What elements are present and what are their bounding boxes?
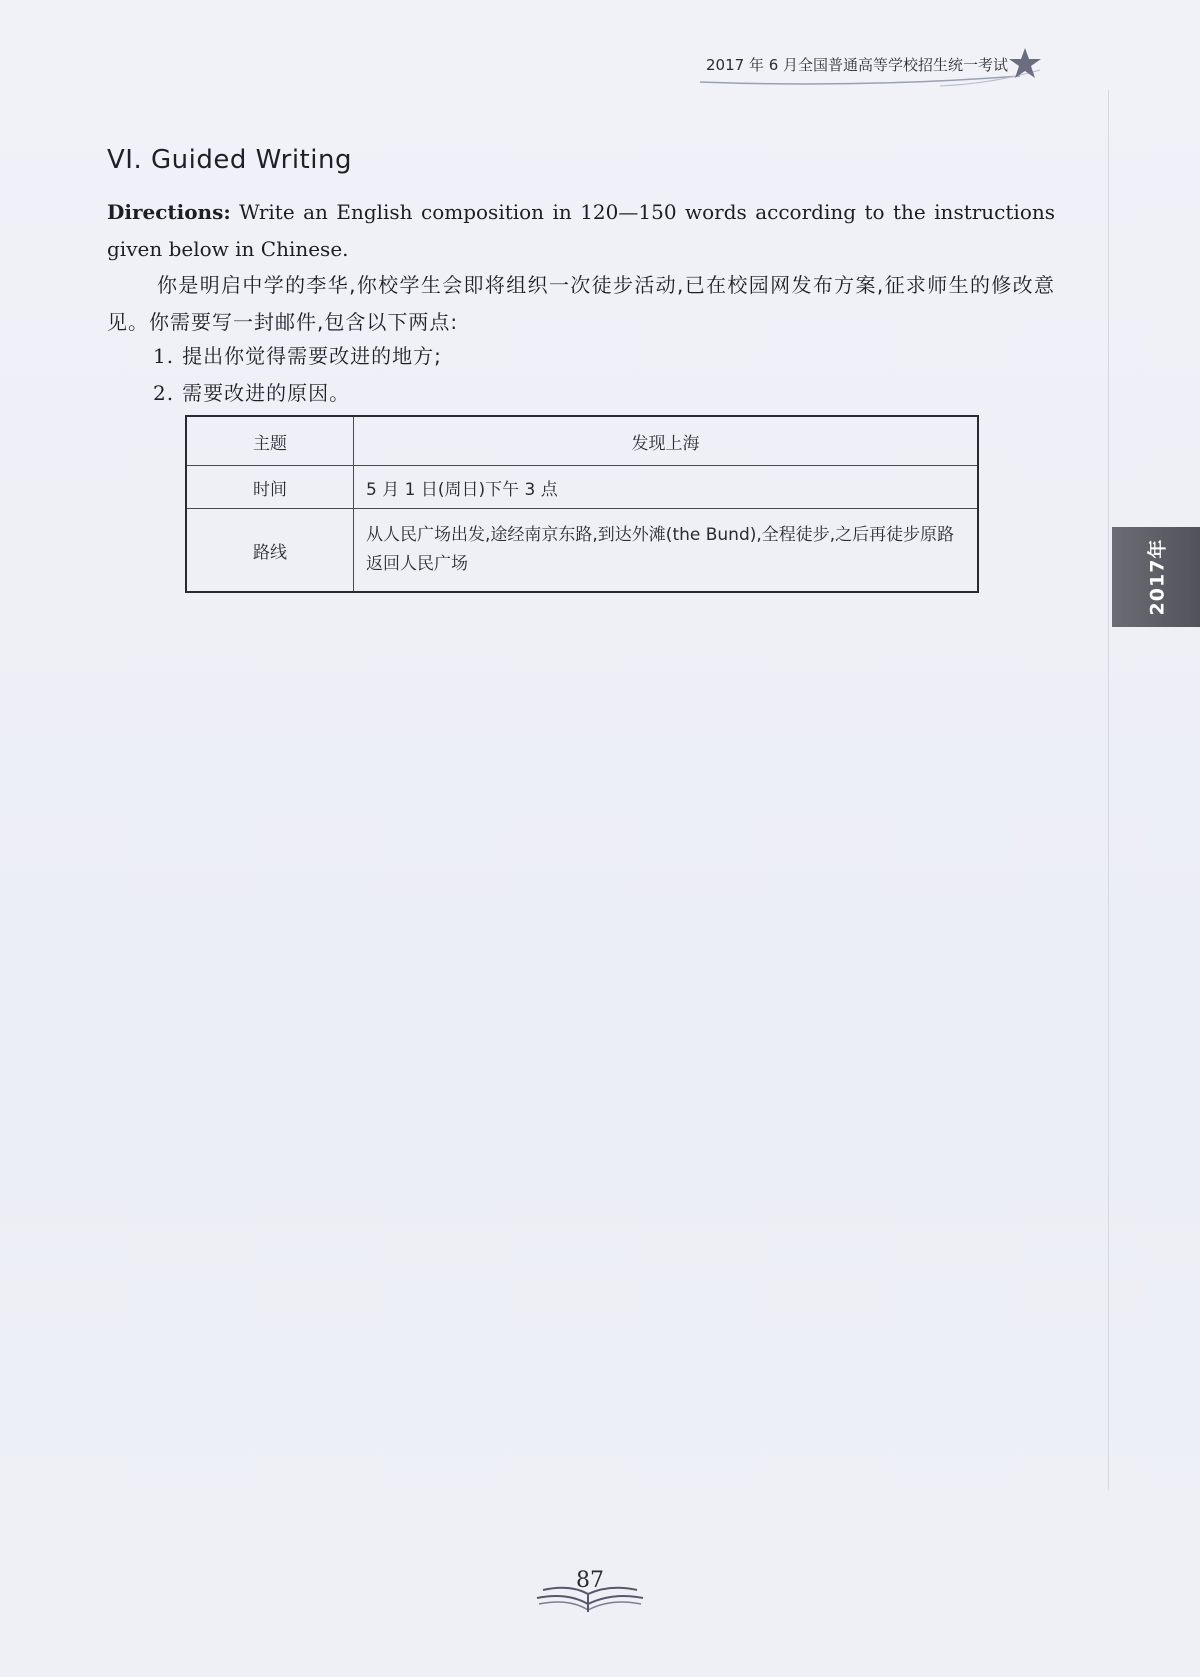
directions-text: Write an English composition in 120—150 words according to the instructions given below in Chinese.	[107, 200, 1055, 261]
task-text: 提出你觉得需要改进的地方;	[182, 344, 442, 368]
table-key-cell: 路线	[186, 509, 354, 593]
running-head	[660, 50, 1060, 90]
table-key-cell: 主题	[186, 416, 354, 466]
task-number: 1.	[153, 344, 175, 368]
chinese-prompt: 你是明启中学的李华,你校学生会即将组织一次徒步活动,已在校园网发布方案,征求师生的修改意见。你需要写一封邮件,包含以下两点:	[107, 273, 1055, 334]
task-number: 2.	[153, 381, 175, 405]
directions-label: Directions:	[107, 200, 231, 224]
open-book-icon	[525, 1560, 655, 1620]
activity-plan-table	[185, 415, 979, 593]
table-row	[186, 466, 978, 509]
table-row	[186, 509, 978, 593]
table-key-cell: 时间	[186, 466, 354, 509]
table-row	[186, 416, 978, 466]
section-title: VI. Guided Writing	[107, 145, 352, 175]
task-list	[153, 338, 442, 412]
page-number: 87	[576, 1568, 604, 1593]
table-value-cell: 5 月 1 日(周日)下午 3 点	[354, 466, 979, 509]
list-item	[153, 338, 442, 375]
running-head-text: 2017 年 6 月全国普通高等学校招生统一考试	[706, 56, 1009, 74]
table-value-cell: 发现上海	[354, 416, 979, 466]
directions-paragraph	[107, 194, 1055, 268]
margin-rule	[1108, 90, 1109, 1490]
year-side-tab	[1112, 527, 1200, 627]
page-footer	[525, 1560, 655, 1620]
list-item	[153, 375, 442, 412]
year-tab-label: 2017年	[1146, 538, 1169, 616]
star-icon	[1005, 44, 1045, 84]
task-text: 需要改进的原因。	[182, 381, 351, 405]
table-value-cell: 从人民广场出发,途经南京东路,到达外滩(the Bund),全程徒步,之后再徒步原路返回人民广场	[354, 509, 979, 593]
